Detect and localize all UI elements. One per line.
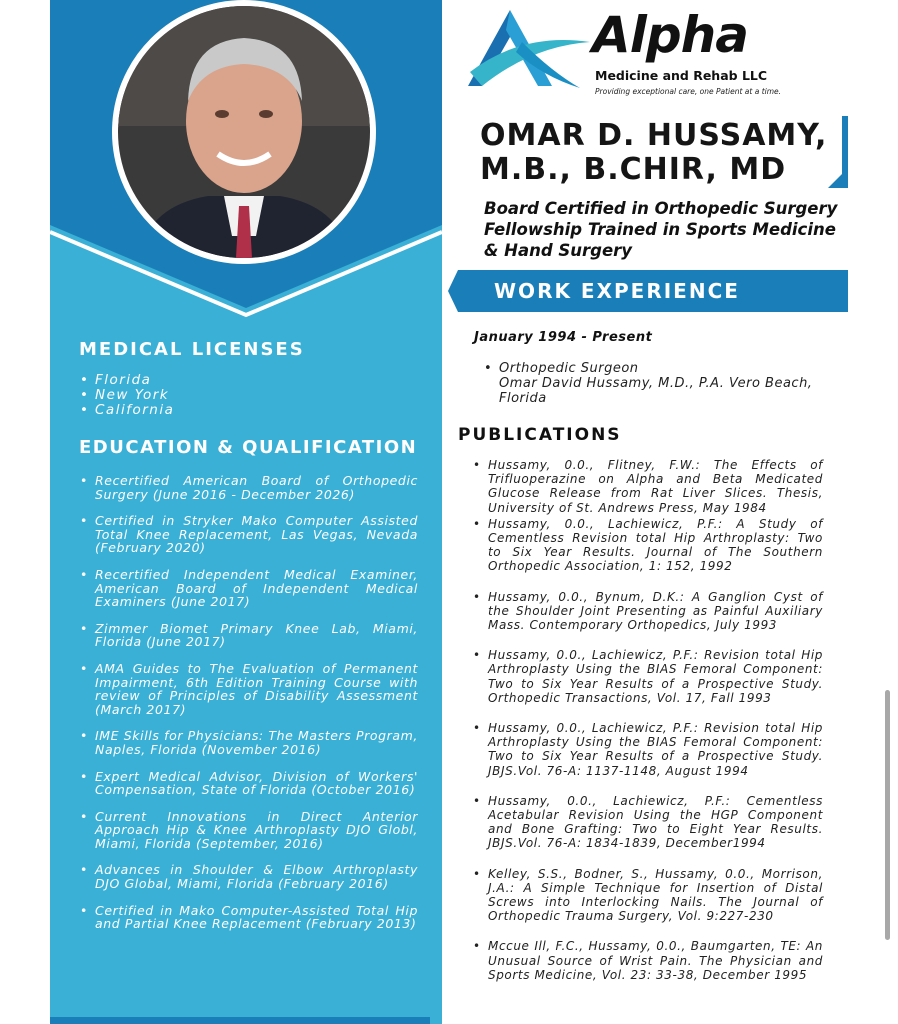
work-date: January 1994 - Present xyxy=(474,330,653,345)
logo-subtitle: Medicine and Rehab LLC xyxy=(595,68,768,83)
company-logo xyxy=(462,2,802,102)
list-item: • Zimmer Biomet Primary Knee Lab, Miami, Florida (June 2017) xyxy=(80,622,418,649)
list-item: • Hussamy, 0.0., Flitney, F.W.: The Effects of Trifluoperazine on Alpha and Beta Medicated Glucose Release from Rat Liver Slices. Thesis, University of St. Andrews Press, May 1984 xyxy=(473,458,823,515)
list-item: • Mccue Ill, F.C., Hussamy, 0.0., Baumgarten, TE: An Unusual Source of Wrist Pain. The Physician and Sports Medicine, Vol. 23: 33-38, December 1995 xyxy=(473,939,823,982)
specialty: Board Certified in Orthopedic Surgery Fellowship Trained in Sports Medicine & Hand Surgery xyxy=(484,199,838,260)
list-item: • Certified in Stryker Mako Computer Assisted Total Knee Replacement, Las Vegas, Nevada (February 2020) xyxy=(80,514,418,555)
scrollbar[interactable] xyxy=(885,690,890,940)
publications-title: PUBLICATIONS xyxy=(458,425,622,445)
list-item: • Hussamy, 0.0., Lachiewicz, P.F.: Revision total Hip Arthroplasty Using the BIAS Femoral Component: Two to Six Year Results of a Prospective Study. JBJS.Vol. 76-A: 1137-1148, August 1994 xyxy=(473,721,823,778)
list-item: • Recertified Independent Medical Examiner, American Board of Independent Medical Examiners (June 2017) xyxy=(80,568,418,609)
work-experience-title: WORK EXPERIENCE xyxy=(494,279,740,303)
list-item: • IME Skills for Physicians: The Masters Program, Naples, Florida (November 2016) xyxy=(80,729,418,756)
medical-licenses-title: MEDICAL LICENSES xyxy=(79,339,305,360)
publications-list xyxy=(473,458,823,982)
sidebar xyxy=(50,0,442,1024)
list-item: • New York xyxy=(80,388,174,403)
logo-name: Alpha xyxy=(592,6,748,64)
list-item: • Current Innovations in Direct Anterior Approach Hip & Knee Arthroplasty DJO Globl, Miami, Florida (September, 2016) xyxy=(80,810,418,851)
list-item: • Recertified American Board of Orthopedic Surgery (June 2016 - December 2026) xyxy=(80,474,418,501)
list-item: • Expert Medical Advisor, Division of Workers' Compensation, State of Florida (October 2016) xyxy=(80,770,418,797)
alpha-logo-icon xyxy=(462,2,592,102)
education-list xyxy=(80,474,418,931)
list-item: • Hussamy, 0.0., Lachiewicz, P.F.: Cementless Acetabular Revision Using the HGP Component and Bone Grafting: Two to Eight Year Results. JBJS.Vol. 76-A: 1834-1839, December1994 xyxy=(473,794,823,851)
list-item: • Kelley, S.S., Bodner, S., Hussamy, 0.0., Morrison, J.A.: A Simple Technique for Insertion of Distal Screws into Interlocking Nails. The Journal of Orthopedic Trauma Surgery, Vol. 9:227-230 xyxy=(473,867,823,924)
list-item: • Advances in Shoulder & Elbow Arthroplasty DJO Global, Miami, Florida (February 2016) xyxy=(80,863,418,890)
list-item: • California xyxy=(80,403,174,418)
doctor-name: OMAR D. HUSSAMY, M.B., B.CHIR, MD xyxy=(480,118,828,187)
list-item: • AMA Guides to The Evaluation of Permanent Impairment, 6th Edition Training Course with review of Principles of Disability Assessment (March 2017) xyxy=(80,662,418,716)
profile-photo xyxy=(112,0,376,264)
education-title: EDUCATION & QUALIFICATION xyxy=(79,437,418,458)
logo-tagline: Providing exceptional care, one Patient at a time. xyxy=(595,87,782,96)
license-list xyxy=(80,373,174,418)
list-item: • Hussamy, 0.0., Lachiewicz, P.F.: A Study of Cementless Revision total Hip Arthroplasty: Two to Six Year Results. Journal of The Southern Orthopedic Association, 1: 152, 1992 xyxy=(473,517,823,574)
list-item: • Hussamy, 0.0., Bynum, D.K.: A Ganglion Cyst of the Shoulder Joint Presenting as Painful Auxiliary Mass. Contemporary Orthopedics, July 1993 xyxy=(473,590,823,633)
bottom-bar xyxy=(50,1017,430,1024)
list-item: • Hussamy, 0.0., Lachiewicz, P.F.: Revision total Hip Arthroplasty Using the BIAS Femoral Component: Two to Six Year Results of a Prospective Study. Orthopedic Transactions, Vol. 17, Fall 1993 xyxy=(473,648,823,705)
list-item: • Florida xyxy=(80,373,174,388)
list-item: • Certified in Mako Computer-Assisted Total Hip and Partial Knee Replacement (February 2013) xyxy=(80,904,418,931)
job-entry: • Orthopedic Surgeon Omar David Hussamy, M.D., P.A. Vero Beach, Florida xyxy=(484,361,839,406)
